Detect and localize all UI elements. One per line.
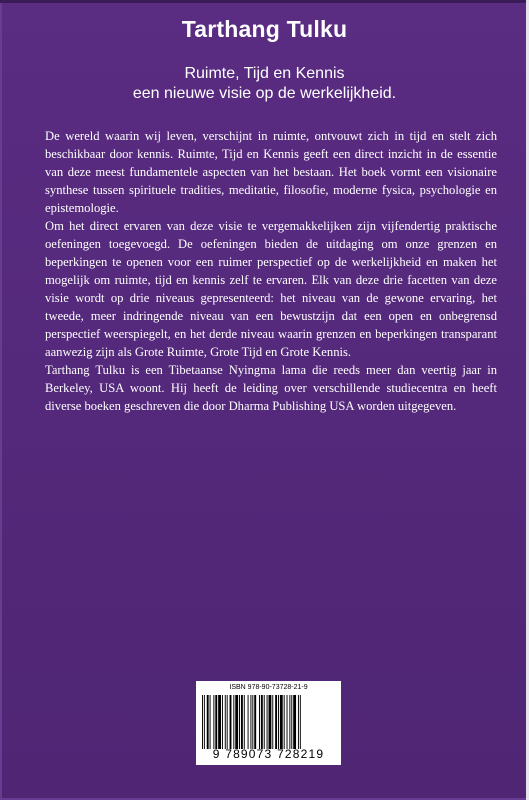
barcode-bar (291, 695, 292, 749)
subtitle-line-1: Ruimte, Tijd en Kennis (184, 65, 345, 82)
barcode-bar (298, 695, 299, 749)
barcode-panel (196, 681, 341, 765)
barcode-bar (213, 695, 214, 749)
barcode-bar (204, 695, 205, 749)
isbn-label: ISBN 978-90-73728-21-9 (229, 684, 308, 691)
barcode-bar (239, 695, 240, 749)
barcode-bar (280, 695, 283, 749)
barcode-bar (278, 695, 279, 749)
barcode-bar (244, 695, 245, 749)
barcode-bars (202, 695, 335, 749)
barcode-number: 9 789073 728219 (212, 747, 325, 761)
barcode-bar (267, 695, 268, 749)
barcode-bar (250, 695, 251, 749)
barcode-bar (222, 695, 223, 749)
barcode-bar (259, 695, 260, 749)
barcode-bar (225, 695, 226, 749)
barcode-bar (207, 695, 209, 749)
barcode-bar (261, 695, 263, 749)
barcode-bar (272, 695, 273, 749)
barcode-bar (230, 695, 232, 749)
barcode-bar (287, 695, 288, 749)
book-subtitle (0, 64, 529, 104)
barcode-bar (264, 695, 265, 749)
cover-top-edge (0, 0, 529, 3)
barcode-bar (215, 695, 217, 749)
barcode-bar (269, 695, 272, 749)
barcode-bar (248, 695, 249, 749)
blurb-paragraph-3: Tarthang Tulku is een Tibetaanse Nyingma lama die reeds meer dan veertig jaar in Berkeley, USA woont. Hij heeft de leiding over verschillende studiecentra en heeft diverse boeken geschreven die door Dharma Publishing USA worden uitgegeven. (45, 363, 497, 413)
barcode-bar (275, 695, 277, 749)
barcode-bar (202, 695, 203, 749)
barcode-bar (289, 695, 290, 749)
barcode-bar (233, 695, 234, 749)
subtitle-line-2: een nieuwe visie op de werkelijkheid. (132, 85, 397, 102)
barcode-bar (252, 695, 253, 749)
blurb-text (45, 127, 497, 415)
blurb-paragraph-2: Om het direct ervaren van deze visie te vergemakkelijken zijn vijfendertig praktische oefeningen toegevoegd. De oefeningen bieden de uitdaging om onze grenzen en beperkingen te openen voor een ruimer perspectief op de werkelijkheid en maken het mogelijk om ruimte, tijd en kennis zelf te ervaren. Elk van deze drie facetten van deze visie wordt op drie niveaus gepresenteerd: het niveau van de gewone ervaring, het tweede, meer indringende niveau van een bewustzijn dat een open en onbegrensd perspectief weerspiegelt, en het derde niveau waarin grenzen en beperkingen transparant aanwezig zijn als Grote Ruimte, Grote Tijd en Grote Kennis. (45, 219, 497, 359)
barcode-bar (254, 695, 256, 749)
author-name: Tarthang Tulku (181, 16, 348, 42)
barcode-bar (227, 695, 228, 749)
barcode-bar (300, 695, 301, 749)
barcode-bar (293, 695, 296, 749)
barcode-bar (218, 695, 221, 749)
barcode-bar (235, 695, 238, 749)
barcode-bar (241, 695, 243, 749)
blurb-paragraph-1: De wereld waarin wij leven, verschijnt in ruimte, ontvouwt zich in tijd en stelt zich beschikbaar door kennis. Ruimte, Tijd en Kennis geeft een direct inzicht in de essentie van deze meest fundamentele aspecten van het bestaan. Het boek vormt een visionaire synthese tussen spirituele tradities, meditatie, filosofie, moderne fysica, psychologie en epistemologie. (45, 129, 497, 215)
barcode-bar (210, 695, 211, 749)
barcode-bar (284, 695, 285, 749)
